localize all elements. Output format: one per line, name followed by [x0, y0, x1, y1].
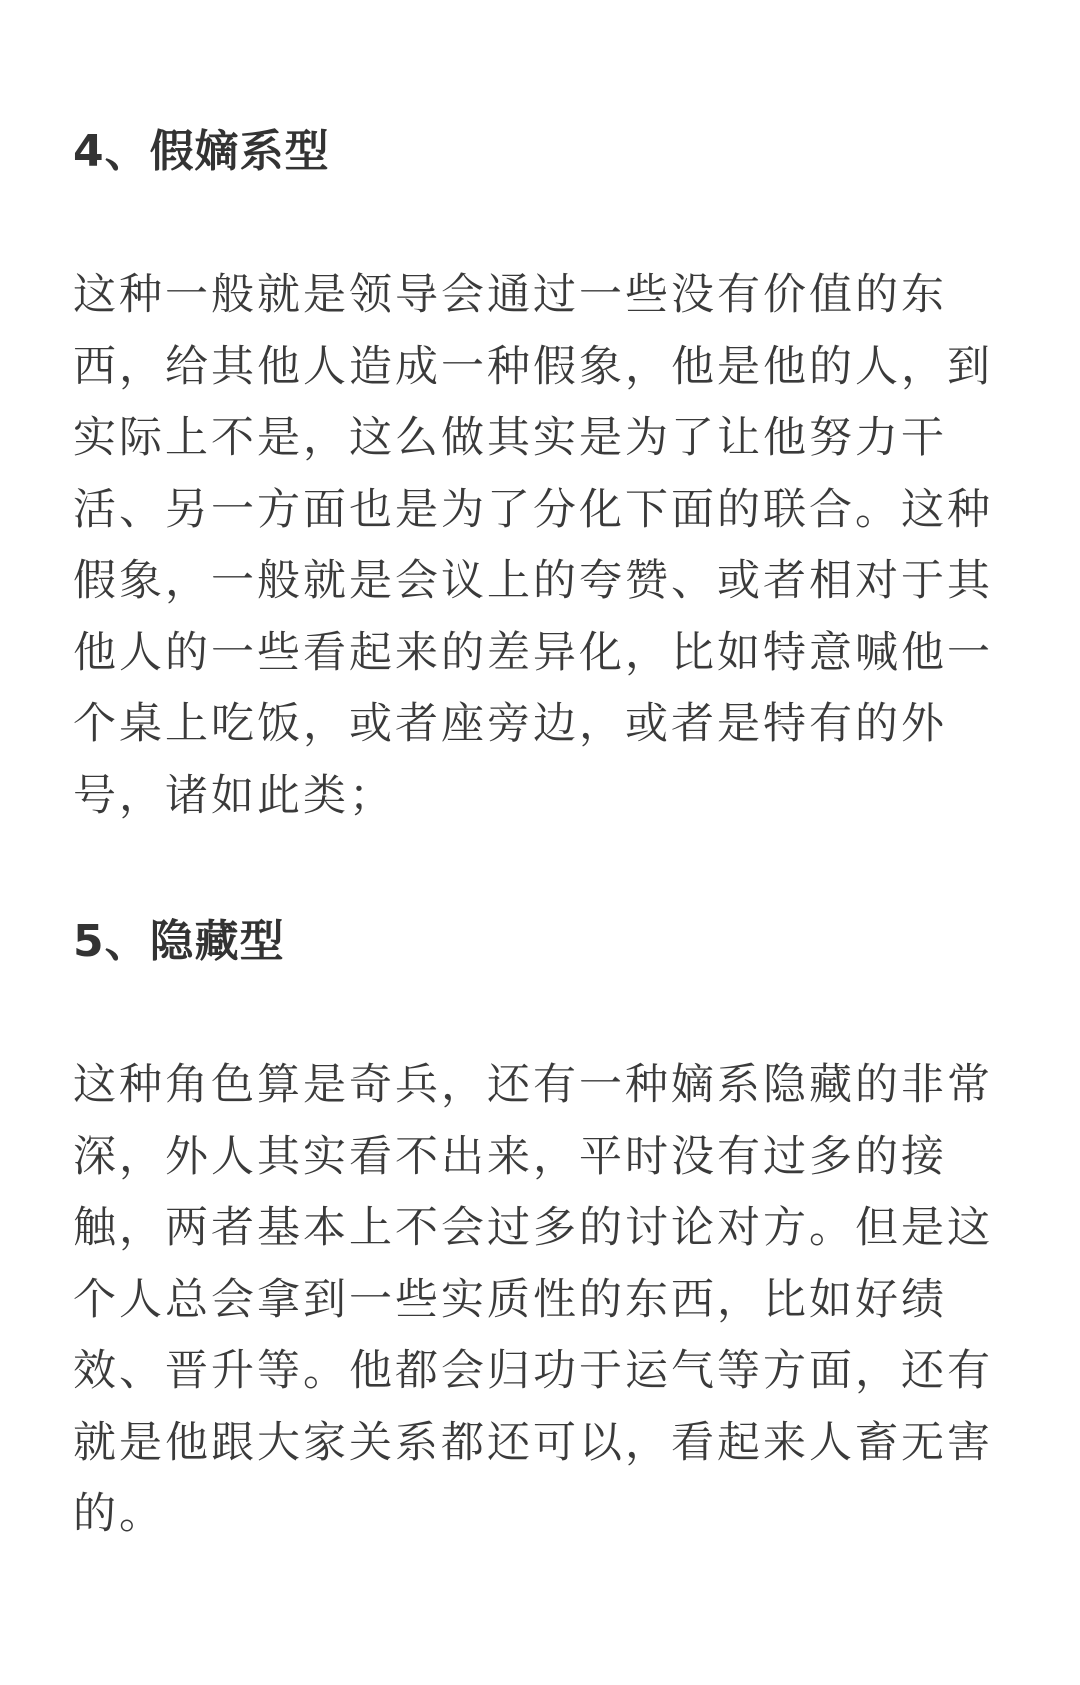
paragraph-line: 的。	[73, 1489, 165, 1539]
paragraph-line: 这种角色算是奇兵，还有一种嫡系隐藏的非常	[73, 1060, 993, 1110]
paragraph-line: 实际上不是，这么做其实是为了让他努力干	[73, 413, 947, 463]
paragraph-line: 就是他跟大家关系都还可以，看起来人畜无害	[73, 1417, 993, 1468]
paragraph-line: 个人总会拿到一些实质性的东西，比如好绩	[73, 1274, 947, 1325]
section-5-paragraph	[73, 1050, 1008, 1551]
paragraph-line: 个桌上吃饭，或者座旁边，或者是特有的外	[73, 699, 947, 749]
section-4-paragraph	[73, 260, 1008, 832]
paragraph-line: 深，外人其实看不出来，平时没有过多的接	[73, 1131, 947, 1182]
paragraph-line: 这种一般就是领导会通过一些没有价值的东	[73, 270, 947, 320]
paragraph-line: 假象，一般就是会议上的夸赞、或者相对于其	[73, 556, 993, 606]
paragraph-line: 效、晋升等。他都会归功于运气等方面，还有	[73, 1346, 993, 1396]
paragraph-line: 西，给其他人造成一种假象，他是他的人，到	[73, 341, 993, 392]
paragraph-line: 他人的一些看起来的差异化，比如特意喊他一	[73, 627, 993, 678]
paragraph-line: 活、另一方面也是为了分化下面的联合。这种	[73, 484, 993, 535]
section-5-heading: 5、隐藏型	[73, 916, 285, 967]
paragraph-line: 号，诸如此类；	[73, 770, 395, 821]
paragraph-line: 触，两者基本上不会过多的讨论对方。但是这	[73, 1203, 993, 1253]
section-4-heading: 4、假嫡系型	[73, 126, 330, 177]
